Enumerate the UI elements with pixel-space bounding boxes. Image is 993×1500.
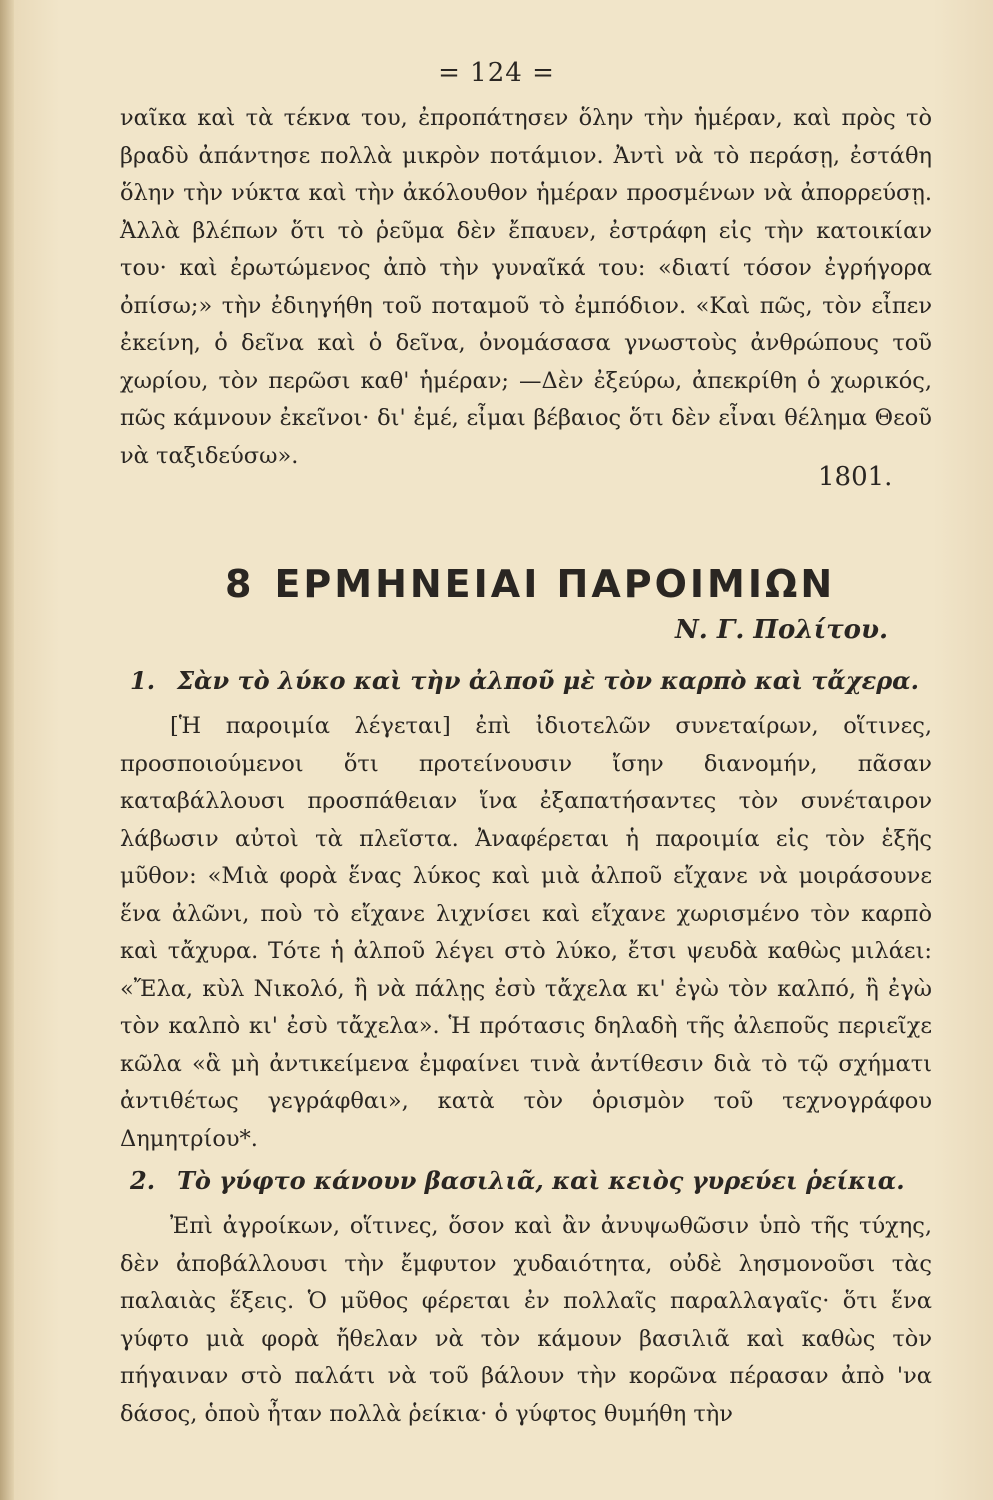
section-heading	[225, 562, 905, 606]
page-spine	[0, 0, 14, 1500]
year-signature: 1801.	[818, 462, 893, 492]
proverb-explanation-block	[120, 708, 932, 1158]
proverb-explanation-block	[120, 1208, 932, 1433]
proverb-title: Σὰν τὸ λύκο καὶ τὴν ἀλποῦ μὲ τὸν καρπὸ καὶ τἄχερα.	[177, 666, 919, 695]
proverb-heading	[130, 666, 930, 695]
top-text-block	[120, 100, 932, 475]
continued-paragraph: ναῖκα καὶ τὰ τέκνα του, ἐπροπάτησεν ὅλην τὴν ἡμέραν, καὶ πρὸς τὸ βραδὺ ἀπάντησε πολλὰ μικρὸν ποτάμιον. Ἀντὶ νὰ τὸ περάσῃ, ἐστάθη ὅλην τὴν νύκτα καὶ τὴν ἀκόλουθον ἡμέραν προσμένων νὰ ἀπορρεύσῃ. Ἀλλὰ βλέπων ὅτι τὸ ῥεῦμα δὲν ἔπαυεν, ἐστράφη εἰς τὴν κατοικίαν του· καὶ ἐρωτώμενος ἀπὸ τὴν γυναῖκά του: «διατί τόσον ἐγρήγορα ὀπίσω;» τὴν ἐδιηγήθη τοῦ ποταμοῦ τὸ ἐμπόδιον. «Καὶ πῶς, τὸν εἶπεν ἐκείνη, ὁ δεῖνα καὶ ὁ δεῖνα, ὀνομάσασα γνωστοὺς ἀνθρώπους τοῦ χωρίου, τὸν περῶσι καθ' ἡμέραν; —Δὲν ἐξεύρω, ἀπεκρίθη ὁ χωρικός, πῶς κάμνουν ἐκεῖνοι· δι' ἐμέ, εἶμαι βέβαιος ὅτι δὲν εἶναι θέλημα Θεοῦ νὰ ταξιδεύσω».	[120, 105, 932, 469]
proverb-heading	[130, 1166, 930, 1195]
proverb-explanation: [Ἡ παροιμία λέγεται] ἐπὶ ἰδιοτελῶν συνεταίρων, οἵτινες, προσποιούμενοι ὅτι προτείνουσιν ἴσην διανομήν, πᾶσαν καταβάλλουσι προσπάθειαν ἵνα ἐξαπατήσαντες τὸν συνέταιρον λάβωσιν αὐτοὶ τὰ πλεῖστα. Ἀναφέρεται ἡ παροιμία εἰς τὸν ἑξῆς μῦθον: «Μιὰ φορὰ ἕνας λύκος καὶ μιὰ ἀλποῦ εἴχανε νὰ μοιράσουνε ἕνα ἀλῶνι, ποὺ τὸ εἴχανε λιχνίσει καὶ εἴχανε χωρισμένο τὸν καρπὸ καὶ τἄχυρα. Τότε ἡ ἀλποῦ λέγει στὸ λύκο, ἔτσι ψευδὰ καθὼς μιλάει: «Ἔλα, κὺλ Νικολό, ἢ νὰ πάλῃς ἐσὺ τἄχελα κι' ἐγὼ τὸν καλπό, ἢ ἐγὼ τὸν καλπὸ κι' ἐσὺ τἄχελα». Ἡ πρότασις δηλαδὴ τῆς ἀλεποῦς περιεῖχε κῶλα «ἃ μὴ ἀντικείμενα ἐμφαίνει τινὰ ἀντίθεσιν διὰ τὸ τῷ σχήματι ἀντιθέτως γεγράφθαι», κατὰ τὸν ὁρισμὸν τοῦ τεχνογράφου Δημητρίου*.	[120, 713, 932, 1152]
section-number: 8	[225, 562, 255, 606]
proverb-number: 1.	[130, 666, 156, 695]
proverb-explanation: Ἐπὶ ἀγροίκων, οἵτινες, ὅσον καὶ ἂν ἀνυψωθῶσιν ὑπὸ τῆς τύχης, δὲν ἀποβάλλουσι τὴν ἔμφυτον χυδαιότητα, οὐδὲ λησμονοῦσι τὰς παλαιὰς ἕξεις. Ὁ μῦθος φέρεται ἐν πολλαῖς παραλλαγαῖς· ὅτι ἕνα γύφτο μιὰ φορὰ ἤθελαν νὰ τὸν κάμουν βασιλιᾶ καὶ καθὼς τὸν πήγαιναν στὸ παλάτι νὰ τοῦ βάλουν τὴν κορῶνα πέρασαν ἀπὸ 'να δάσος, ὁποὺ ἦταν πολλὰ ῥείκια· ὁ γύφτος θυμήθη τὴν	[120, 1213, 932, 1427]
section-author: Ν. Γ. Πολίτου.	[675, 615, 889, 645]
section-title: ΕΡΜΗΝΕΙΑΙ ΠΑΡΟΙΜΙΩΝ	[274, 562, 836, 606]
proverb-number: 2.	[130, 1166, 156, 1195]
page-number: = 124 =	[438, 58, 555, 88]
proverb-title: Τὸ γύφτο κάνουν βασιλιᾶ, καὶ κειὸς γυρεύει ῥείκια.	[177, 1166, 905, 1195]
